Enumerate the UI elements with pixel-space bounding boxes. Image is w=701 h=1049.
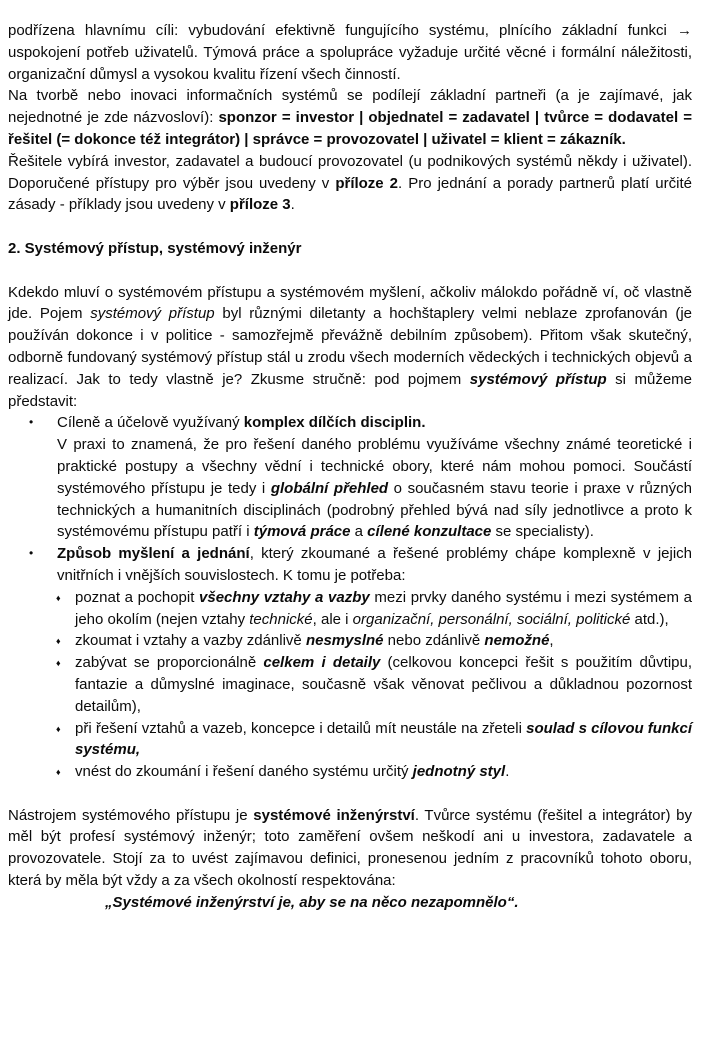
bullet-item (8, 543, 692, 587)
text-run: , ale i (312, 610, 353, 628)
text-run: zkoumat i vztahy a vazby zdánlivě (75, 632, 306, 650)
text-run: příloze 2 (335, 174, 399, 192)
text-run: technické (249, 610, 313, 628)
diamond-bullet-icon: ♦ (56, 767, 61, 778)
text-run: , který zkoumané a řešené problémy chápe komplexně v jejich vnitřních i vnějších souvislostech. K tomu je potřeba: (57, 545, 693, 584)
text-run: podřízena hlavnímu cíli: vybudování efektivně fungujícího systému, plnícího základní funkci → uspokojení potřeb uživatelů. Týmová práce a spolupráce vyžaduje určité věcné i formální náležitosti, organizační důmysl a vysokou kvalitu řízení všech činností. (8, 22, 692, 83)
text-run: sponzor = investor | objednatel = zadavatel | tvůrce = dodavatel = řešitel (= dokonce též integrátor) | správce = provozovatel | uživatel = klient = zákazník. (8, 109, 692, 148)
quote-line (8, 892, 692, 914)
document-content (8, 20, 692, 914)
text-run: systémové inženýrství (253, 806, 415, 824)
diamond-bullet-icon: ♦ (56, 658, 61, 669)
text-run: o současném stavu teorie i praxe v různých technických a humanitních disciplinách (podrobný přehled bývá nad síly jednotlivce a proto k systémovému přístupu patří i (57, 479, 692, 541)
diamond-bullet-icon: ♦ (56, 636, 61, 647)
text-run: . Pro jednání a porady partnerů platí určité zásady - příklady jsou uvedeny v (8, 174, 692, 214)
text-run: Řešitele vybírá investor, zadavatel a budoucí provozovatel (u podnikových systémů někdy i uživatel). Doporučené přístupy pro výběr jsou uvedeny v (8, 152, 692, 192)
spacer (8, 216, 692, 238)
text-run: V praxi to znamená, že pro řešení daného problému využíváme všechny známé teoretické i praktické postupy a všechny vědní i technické obory, které nám mohou pomoci. Součástí systémového přístupu je tedy i (57, 436, 692, 497)
text-run: celkem i detaily (263, 654, 381, 672)
bullet-icon: • (29, 415, 34, 430)
diamond-bullet-icon: ♦ (56, 592, 61, 603)
text-run: 2. Systémový přístup, systémový inženýr (8, 239, 302, 257)
text-run: při řešení vztahů a vazeb, koncepce i detailů mít neustále na zřeteli (75, 719, 527, 737)
diamond-bullet-icon: ♦ (56, 723, 61, 734)
sub-bullet-item (8, 587, 692, 631)
text-run: mezi prvky daného systému i mezi systémem a jeho okolím (nejen vztahy (75, 588, 692, 628)
text-run: (celkovou koncepci řešit s použitím důvtipu, fantazie a důmyslné imaginace, současně však věnovat pečlivou a důkladnou pozornost detailům), (75, 654, 692, 715)
text-run: si můžeme představit: (8, 370, 692, 410)
text-run: Způsob myšlení a jednání (57, 545, 250, 563)
text-run: všechny vztahy a vazby (199, 588, 370, 606)
text-run: týmová práce (253, 523, 351, 541)
sub-bullet-item (8, 718, 692, 762)
text-run: atd.), (630, 610, 669, 628)
text-run: nebo zdánlivě (383, 632, 485, 650)
text-run: systémový přístup (90, 305, 215, 323)
text-run: nemožné (484, 632, 550, 650)
text-run: „Systémové inženýrství je, aby se na něco nezapomnělo“. (105, 893, 519, 911)
text-run: Na tvorbě nebo inovaci informačních systémů se podílejí základní partneři (a je zajímavé, jak nejednotné je zde názvosloví): (8, 87, 692, 127)
text-run: soulad s cílovou funkcí systému, (75, 719, 692, 759)
text-run: cílené konzultace (367, 523, 492, 541)
text-run: nesmyslné (305, 632, 384, 650)
text-run: systémový přístup (469, 370, 607, 388)
paragraph (8, 85, 692, 150)
sub-bullet-item (8, 630, 692, 652)
paragraph (8, 151, 692, 216)
sub-bullet-item (8, 761, 692, 783)
text-run: Kdekdo mluví o systémovém přístupu a systémovém myšlení, ačkoliv málokdo pořádně ví, oč vlastně jde. Pojem (8, 283, 692, 323)
text-run: . (505, 763, 510, 781)
text-run: jednotný styl (412, 763, 506, 781)
text-run: se specialisty). (491, 523, 594, 541)
text-run: Cíleně a účelově využívaný (57, 414, 244, 432)
text-run: příloze 3 (229, 196, 291, 214)
text-run: . (290, 196, 295, 214)
text-run: komplex dílčích disciplin. (243, 414, 426, 432)
text-run: globální přehled (270, 479, 389, 497)
paragraph (8, 805, 692, 892)
bullet-item (8, 412, 692, 434)
text-run: byl různými diletanty a hochštaplery velmi neblaze zprofanován (je používán dokonce i v politice - samozřejmě převážně debilním způsobem). Přitom však skutečný, odborně fundovaný systémový přístup stál u zrodu všech moderních vědeckých i technických objevů a realizací. Jak to tedy vlastně je? Zkusme stručně: pod pojmem (8, 305, 692, 388)
text-run: zabývat se proporcionálně (75, 654, 264, 672)
text-run: a (350, 523, 368, 541)
text-run: Nástrojem systémového přístupu je (8, 806, 254, 824)
text-run: vnést do zkoumání i řešení daného systému určitý (75, 763, 413, 781)
bullet-icon: • (29, 546, 34, 561)
paragraph (8, 282, 692, 413)
spacer (8, 260, 692, 282)
paragraph (8, 20, 692, 85)
text-run: organizační, personální, sociální, politické (352, 610, 631, 628)
spacer (8, 783, 692, 805)
section-heading (8, 238, 692, 260)
text-run: , (549, 632, 554, 650)
text-run: poznat a pochopit (75, 588, 200, 606)
sub-bullet-item (8, 652, 692, 717)
bullet-continuation (8, 434, 692, 543)
text-run: . Tvůrce systému (řešitel a integrátor) by měl být profesí systémový inženýr; toto zaměření ovšem neškodí ani u investora, zadavatele a provozovatele. Stojí za to uvést zajímavou definici, pronesenou jedním z pracovníků tohoto oboru, která by měla být vždy a za všech okolností respektována: (8, 806, 692, 890)
